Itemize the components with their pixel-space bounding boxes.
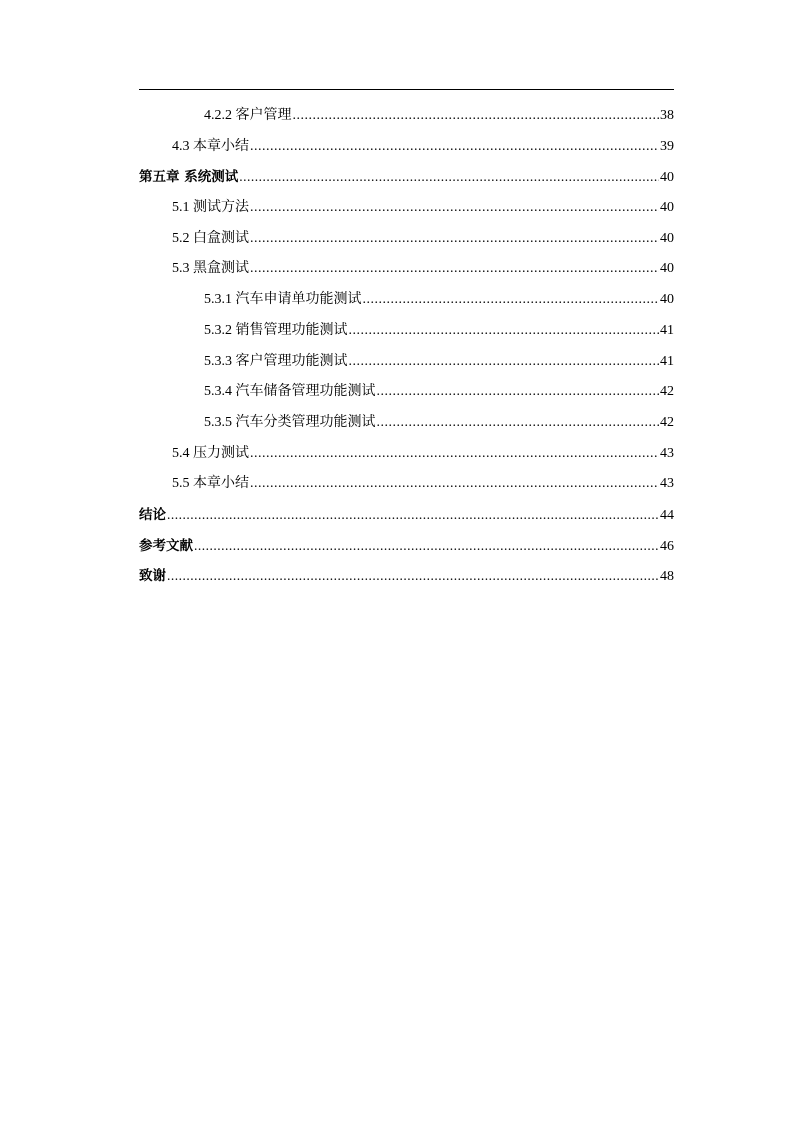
- toc-entry-page: 40: [660, 292, 674, 308]
- toc-entry[interactable]: [139, 285, 674, 316]
- toc-entry-title: 5.1 测试方法: [172, 200, 249, 216]
- toc-entry[interactable]: [139, 132, 674, 163]
- toc-entry[interactable]: [139, 561, 674, 592]
- toc-entry-title: 5.3.1 汽车申请单功能测试: [204, 292, 362, 308]
- toc-entry[interactable]: [139, 469, 674, 500]
- toc-entry-page: 39: [660, 138, 674, 154]
- toc-entry[interactable]: [139, 316, 674, 347]
- toc-entry-title: 4.2.2 客户管理: [204, 108, 292, 123]
- toc-entry-title: 参考文献: [139, 537, 193, 554]
- toc-dot-leader: [167, 561, 659, 592]
- toc-entry-title: 4.3 本章小结: [172, 138, 249, 154]
- toc-dot-leader: [250, 224, 659, 255]
- toc-entry-page: 42: [660, 414, 674, 430]
- toc-entry[interactable]: [139, 439, 674, 470]
- toc-entry-page: 40: [660, 261, 674, 277]
- toc-dot-leader: [349, 316, 660, 347]
- toc-entry-page: 40: [660, 230, 674, 246]
- toc-entry-page: 40: [660, 200, 674, 216]
- toc-entry-title: 致谢: [139, 568, 166, 585]
- toc-dot-leader: [349, 347, 660, 378]
- toc-dot-leader: [194, 531, 659, 562]
- toc-dot-leader: [377, 377, 660, 408]
- toc-entry-title: 5.3 黑盒测试: [172, 261, 249, 277]
- toc-entry-title: 5.3.4 汽车储备管理功能测试: [204, 384, 376, 400]
- toc-dot-leader: [250, 254, 659, 285]
- toc-entry-title: 5.4 压力测试: [172, 445, 249, 461]
- toc-entry[interactable]: [139, 193, 674, 224]
- toc-entry[interactable]: [139, 224, 674, 255]
- toc-entry[interactable]: [139, 377, 674, 408]
- toc-entry-title: 5.2 白盒测试: [172, 230, 249, 246]
- toc-dot-leader: [293, 101, 660, 132]
- toc-entry[interactable]: [139, 101, 674, 132]
- toc-entry-title: 结论: [139, 506, 166, 523]
- toc-entry-title: 5.3.2 销售管理功能测试: [204, 322, 348, 338]
- toc-entry-page: 43: [660, 476, 674, 492]
- toc-entry-page: 42: [660, 384, 674, 400]
- toc-dot-leader: [250, 439, 659, 470]
- toc-dot-leader: [250, 193, 659, 224]
- toc-entry-page: 38: [660, 108, 674, 123]
- toc-entry-title: 5.5 本章小结: [172, 476, 249, 492]
- table-of-contents: [139, 101, 674, 592]
- toc-dot-leader: [363, 285, 660, 316]
- toc-entry-page: 41: [660, 322, 674, 338]
- toc-entry[interactable]: [139, 347, 674, 378]
- toc-entry-title: 5.3.3 客户管理功能测试: [204, 353, 348, 369]
- toc-entry[interactable]: [139, 500, 674, 531]
- toc-entry-page: 43: [660, 445, 674, 461]
- toc-dot-leader: [250, 132, 659, 163]
- toc-entry[interactable]: [139, 254, 674, 285]
- toc-dot-leader: [239, 162, 659, 193]
- toc-entry[interactable]: [139, 162, 674, 193]
- toc-entry[interactable]: [139, 408, 674, 439]
- toc-entry-title: 第五章 系统测试: [139, 169, 239, 186]
- toc-dot-leader: [377, 408, 660, 439]
- toc-dot-leader: [250, 469, 659, 500]
- toc-dot-leader: [167, 500, 659, 531]
- toc-entry-title: 5.3.5 汽车分类管理功能测试: [204, 414, 376, 430]
- toc-entry-page: 48: [660, 569, 674, 585]
- toc-entry-page: 41: [660, 353, 674, 369]
- toc-entry-page: 44: [660, 507, 674, 523]
- toc-entry[interactable]: [139, 531, 674, 562]
- toc-entry-page: 40: [660, 170, 674, 186]
- toc-entry-page: 46: [660, 538, 674, 554]
- header-rule: [139, 89, 674, 90]
